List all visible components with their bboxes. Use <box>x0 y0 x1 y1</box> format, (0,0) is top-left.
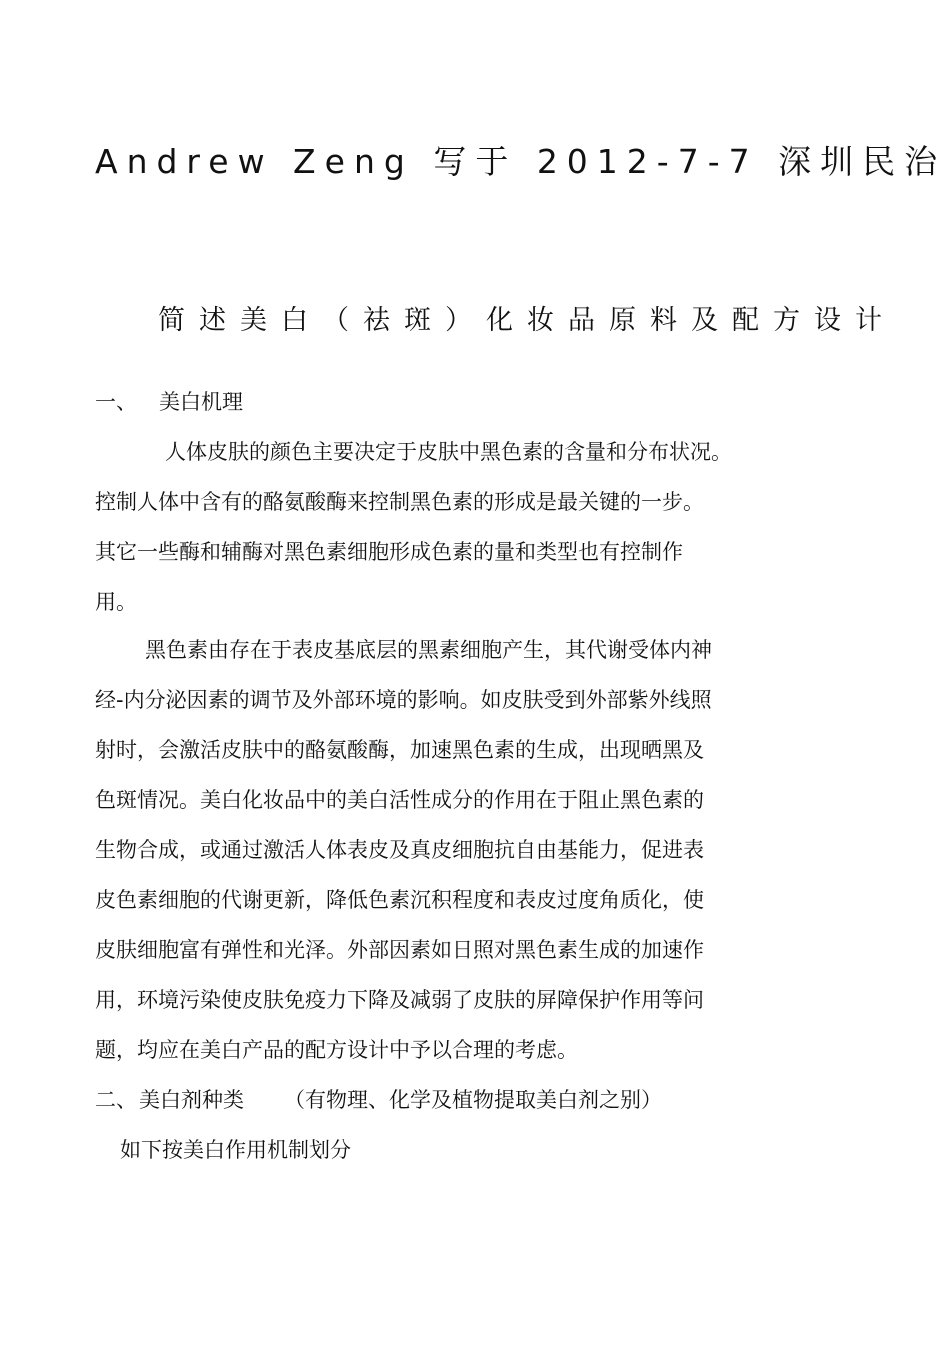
section-1-number: 一、 <box>95 390 137 414</box>
paragraph-line: 经-内分泌因素的调节及外部环境的影响。如皮肤受到外部紫外线照 <box>95 688 712 712</box>
section-1-title: 美白机理 <box>159 390 243 414</box>
section-2-note: （有物理、化学及植物提取美白剂之别） <box>284 1088 662 1112</box>
paragraph-line: 色斑情况。美白化妆品中的美白活性成分的作用在于阻止黑色素的 <box>95 788 704 812</box>
section-2-intro: 如下按美白作用机制划分 <box>120 1138 351 1162</box>
section-2-title: 美白剂种类 <box>139 1088 244 1112</box>
author-date-line: Andrew Zeng 写于 2012-7-7 深圳民治 <box>95 142 947 181</box>
paragraph-line: 皮肤细胞富有弹性和光泽。外部因素如日照对黑色素生成的加速作 <box>95 938 704 962</box>
section-2-number: 二、 <box>95 1088 137 1112</box>
paragraph-line: 其它一些酶和辅酶对黑色素细胞形成色素的量和类型也有控制作 <box>95 540 683 564</box>
document-title: 简述美白（祛斑）化妆品原料及配方设计 <box>158 305 896 336</box>
paragraph-line: 皮色素细胞的代谢更新，降低色素沉积程度和表皮过度角质化，使 <box>95 888 704 912</box>
section-2-heading <box>95 1086 662 1114</box>
section-1-heading <box>95 388 243 416</box>
paragraph-line: 用。 <box>95 590 137 614</box>
paragraph-line: 射时，会激活皮肤中的酪氨酸酶，加速黑色素的生成，出现晒黑及 <box>95 738 704 762</box>
paragraph-line: 用，环境污染使皮肤免疫力下降及减弱了皮肤的屏障保护作用等问 <box>95 988 704 1012</box>
paragraph-line: 题，均应在美白产品的配方设计中予以合理的考虑。 <box>95 1038 578 1062</box>
paragraph-line: 黑色素由存在于表皮基底层的黑素细胞产生，其代谢受体内神 <box>145 638 712 662</box>
paragraph-line: 生物合成，或通过激活人体表皮及真皮细胞抗自由基能力，促进表 <box>95 838 704 862</box>
paragraph-line: 控制人体中含有的酪氨酸酶来控制黑色素的形成是最关键的一步。 <box>95 490 704 514</box>
paragraph-line: 人体皮肤的颜色主要决定于皮肤中黑色素的含量和分布状况。 <box>165 440 732 464</box>
